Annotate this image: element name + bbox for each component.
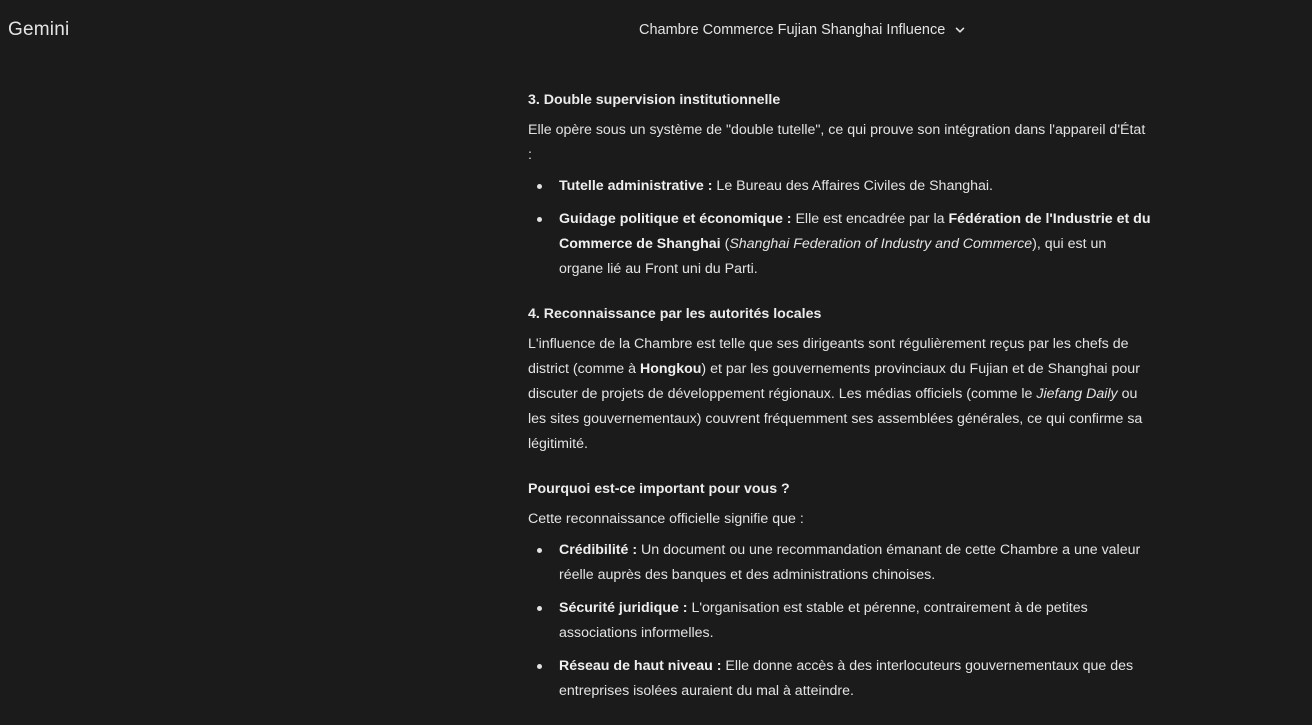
item-text: L'organisation est stable et pérenne, contrairement à de petites associations informelles. <box>559 600 1088 641</box>
item-text: ( <box>720 236 730 252</box>
list-item <box>528 654 1152 704</box>
paragraph-text: L'influence de la Chambre est telle que ses dirigeants sont régulièrement reçus par les chefs de district (comme à <box>528 336 1129 377</box>
bullet-list <box>528 538 1152 704</box>
section-double-supervision <box>528 88 1152 282</box>
item-text: Elle est encadrée par la <box>791 211 949 227</box>
section-paragraph: Elle opère sous un système de "double tutelle", ce qui prouve son intégration dans l'appareil d'État : <box>528 122 1146 163</box>
paragraph-text: ou les sites gouvernementaux) couvrent fréquemment ses assemblées générales, ce qui confirme sa légitimité. <box>528 386 1143 452</box>
list-item <box>528 596 1152 646</box>
item-text: ), qui est un organe lié au Front uni du Parti. <box>559 236 1107 277</box>
section-paragraph <box>528 332 1152 457</box>
list-item <box>528 174 1152 199</box>
item-label: Réseau de haut niveau : <box>559 658 722 674</box>
item-emphasis: Fédération de l'Industrie et du Commerce de Shanghai <box>559 211 1151 252</box>
paragraph-italic: Jiefang Daily <box>1036 386 1118 402</box>
section-recognition <box>528 302 1152 457</box>
section-paragraph: Cette reconnaissance officielle signifie que : <box>528 511 804 527</box>
item-text: Elle donne accès à des interlocuteurs gouvernementaux que des entreprises isolées auraient du mal à atteindre. <box>559 658 1134 699</box>
item-label: Sécurité juridique : <box>559 600 688 616</box>
item-label: Crédibilité : <box>559 542 638 558</box>
item-text: Un document ou une recommandation émanant de cette Chambre a une valeur réelle auprès des banques et des administrations chinoises. <box>559 542 1141 583</box>
chevron-down-icon <box>954 24 966 36</box>
list-item <box>528 538 1152 588</box>
list-item <box>528 207 1152 282</box>
section-heading: 3. Double supervision institutionnelle <box>528 92 781 108</box>
top-bar <box>0 0 1312 62</box>
paragraph-text: ) et par les gouvernements provinciaux du Fujian et de Shanghai pour discuter de projets de développement régionaux. Les médias officiels (comme le <box>528 361 1140 402</box>
item-text: Le Bureau des Affaires Civiles de Shanghai. <box>712 178 993 194</box>
conversation-title: Chambre Commerce Fujian Shanghai Influence <box>639 22 946 38</box>
item-italic: Shanghai Federation of Industry and Commerce <box>729 236 1033 252</box>
section-heading: 4. Reconnaissance par les autorités locales <box>528 306 822 322</box>
item-label: Guidage politique et économique : <box>559 211 792 227</box>
section-heading: Pourquoi est-ce important pour vous ? <box>528 481 790 497</box>
app-brand[interactable]: Gemini <box>8 19 70 40</box>
conversation-title-dropdown[interactable] <box>639 22 966 38</box>
item-label: Tutelle administrative : <box>559 178 713 194</box>
bullet-list <box>528 174 1152 282</box>
response-content <box>528 88 1152 724</box>
section-why-important <box>528 477 1152 704</box>
paragraph-emphasis: Hongkou <box>639 361 702 377</box>
